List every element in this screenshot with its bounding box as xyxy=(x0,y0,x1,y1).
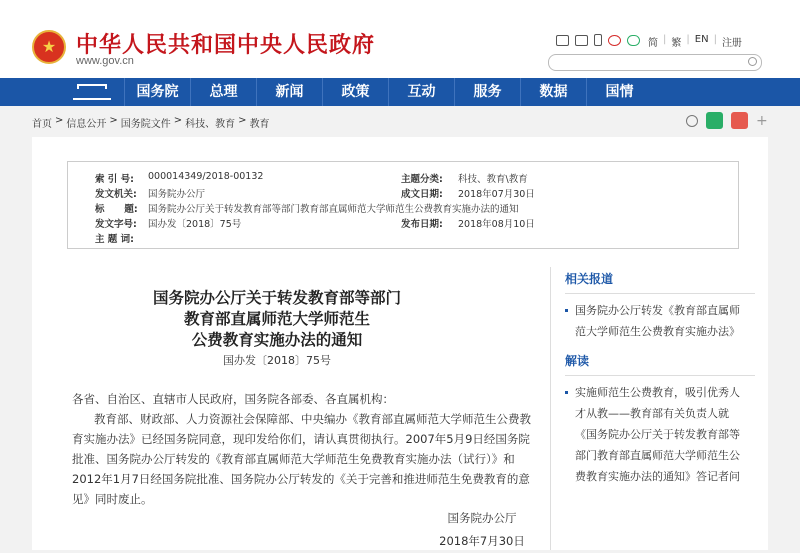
meta-published-label: 发布日期: xyxy=(401,219,443,230)
nav-home[interactable] xyxy=(60,78,124,106)
nav-item-national-info[interactable]: 国情 xyxy=(586,78,652,106)
mail-icon[interactable] xyxy=(556,35,569,46)
nav-item-policy[interactable]: 政策 xyxy=(322,78,388,106)
nav-item-state-council[interactable]: 国务院 xyxy=(124,78,190,106)
breadcrumb-sci-edu[interactable]: 科技、教育 xyxy=(185,119,236,130)
breadcrumb-sep: > xyxy=(238,115,247,126)
link-english[interactable]: EN xyxy=(694,34,709,45)
interpretation-heading: 解读 xyxy=(565,354,590,368)
meta-docno-label: 发文字号: xyxy=(95,219,137,230)
interpretation-link[interactable]: 实施师范生公费教育，吸引优秀人才从教——教育部有关负责人就《国务院办公厅关于转发教育部等部门教育部直属师范大学师范生公费教育实施办法的通知》答记者问 xyxy=(565,382,750,487)
nav-item-interact[interactable]: 互动 xyxy=(388,78,454,106)
site-header xyxy=(0,0,800,78)
mobile-icon[interactable] xyxy=(594,34,602,46)
signature-date: 2018年7月30日 xyxy=(439,534,525,548)
breadcrumb-edu[interactable]: 教育 xyxy=(249,119,270,130)
national-emblem-icon[interactable] xyxy=(32,30,66,64)
related-report-link[interactable]: 国务院办公厅转发《教育部直属师范大学师范生公费教育实施办法》 xyxy=(565,300,750,342)
meta-created-label: 成文日期: xyxy=(401,189,443,200)
site-name[interactable]: 中华人民共和国中央人民政府 xyxy=(76,32,376,58)
divider: | xyxy=(713,34,717,45)
breadcrumb-sep: > xyxy=(55,115,64,126)
breadcrumb-home[interactable]: 首页 xyxy=(32,119,52,130)
article-title xyxy=(82,287,472,368)
search-icon[interactable] xyxy=(748,57,757,66)
article-title-line: 公费教育实施办法的通知 xyxy=(191,330,363,349)
divider xyxy=(565,375,755,376)
meta-topic-label: 主题分类: xyxy=(401,174,443,185)
article-body xyxy=(72,389,537,509)
breadcrumb-sep: > xyxy=(173,115,183,126)
meta-issuer-label: 发文机关: xyxy=(95,189,137,200)
wechat-share-icon[interactable] xyxy=(706,112,723,129)
meta-published-value: 2018年08月10日 xyxy=(458,219,535,230)
article-salutation: 各省、自治区、直辖市人民政府，国务院各部委、各直属机构： xyxy=(72,392,394,406)
meta-created-value: 2018年07月30日 xyxy=(458,189,535,200)
weibo-icon[interactable] xyxy=(608,35,621,46)
nav-item-data[interactable]: 数据 xyxy=(520,78,586,106)
meta-title-value: 国务院办公厅关于转发教育部等部门教育部直属师范大学师范生公费教育实施办法的通知 xyxy=(148,204,519,215)
article-signature xyxy=(422,507,542,553)
meta-docno-value: 国办发〔2018〕75号 xyxy=(148,219,242,230)
main-nav xyxy=(0,78,800,106)
meta-issuer-value: 国务院办公厅 xyxy=(148,189,206,200)
home-gate-icon xyxy=(73,84,111,100)
content-panel xyxy=(32,137,768,550)
wechat-icon[interactable] xyxy=(627,35,640,46)
site-url[interactable]: www.gov.cn xyxy=(76,55,134,67)
meta-keywords-label: 主 题 词: xyxy=(95,234,134,245)
meta-index-value: 000014349/2018-00132 xyxy=(148,171,264,182)
meta-topic-value: 科技、教育\教育 xyxy=(458,174,528,185)
top-icon-bar xyxy=(556,34,640,46)
search-box xyxy=(548,54,762,71)
language-links xyxy=(648,34,742,49)
nav-item-premier[interactable]: 总理 xyxy=(190,78,256,106)
divider: | xyxy=(686,34,690,45)
article-title-line: 国务院办公厅关于转发教育部等部门 xyxy=(152,288,401,307)
link-traditional[interactable]: 繁 xyxy=(671,38,682,49)
share-icon[interactable] xyxy=(686,115,698,127)
document-meta-table xyxy=(67,161,739,249)
breadcrumb xyxy=(32,115,270,130)
nav-item-news[interactable]: 新闻 xyxy=(256,78,322,106)
article-title-line: 教育部直属师范大学师范生 xyxy=(183,309,370,328)
nav-item-service[interactable]: 服务 xyxy=(454,78,520,106)
sidebar xyxy=(550,267,763,550)
link-register[interactable]: 注册 xyxy=(721,38,742,49)
share-bar xyxy=(686,112,768,129)
meta-index-label: 索 引 号: xyxy=(95,174,134,185)
divider xyxy=(565,293,755,294)
breadcrumb-docs[interactable]: 国务院文件 xyxy=(120,119,171,130)
signature-org: 国务院办公厅 xyxy=(447,511,517,525)
meta-title-label: 标 题: xyxy=(95,204,138,215)
article-doc-number: 国办发〔2018〕75号 xyxy=(223,354,331,367)
link-simplified[interactable]: 简 xyxy=(648,38,658,49)
breadcrumb-info[interactable]: 信息公开 xyxy=(66,119,107,130)
article-paragraph: 教育部、财政部、人力资源社会保障部、中央编办《教育部直属师范大学师范生公费教育实施办法》已经国务院同意，现印发给你们，请认真贯彻执行。2007年5月9日经国务院批准、国务院办公厅转发的《教育部直属师范大学师范生免费教育实施办法（试行）》和2012年1月7日经国务院批准、国务院办公厅转发的《关于完善和推进师范生免费教育的意见》同时废止。 xyxy=(72,412,531,506)
divider: | xyxy=(663,34,667,45)
related-reports-heading: 相关报道 xyxy=(565,272,614,286)
tv-icon[interactable] xyxy=(575,35,588,46)
plus-icon[interactable]: + xyxy=(756,112,768,129)
weibo-share-icon[interactable] xyxy=(731,112,748,129)
breadcrumb-sep: > xyxy=(109,115,118,126)
search-input[interactable] xyxy=(555,56,735,68)
